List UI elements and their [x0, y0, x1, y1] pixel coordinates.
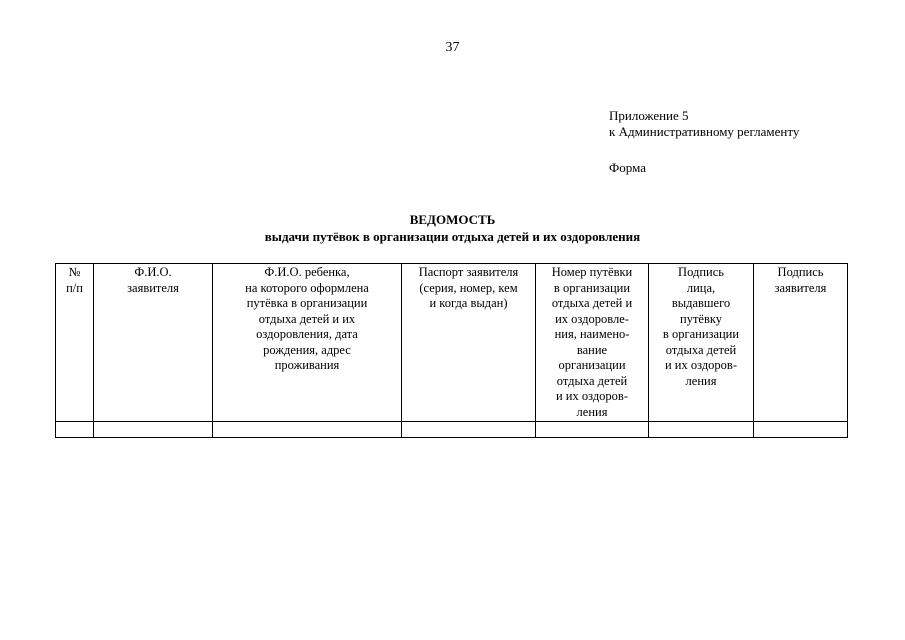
table-cell: [402, 422, 536, 438]
column-header-child-info: [213, 264, 402, 422]
column-header-label: Паспорт заявителя (серия, номер, кем и когда выдан): [418, 265, 519, 310]
column-header-voucher-number: [536, 264, 649, 422]
column-header-applicant-name: [94, 264, 213, 422]
column-header-label: Подпись заявителя: [774, 265, 827, 295]
table-cell: [56, 422, 94, 438]
page-number: 37: [445, 40, 460, 55]
table-cell: [754, 422, 848, 438]
form-label: Форма: [609, 160, 646, 175]
document-title: ВЕДОМОСТЬ: [409, 212, 496, 227]
column-header-applicant-signature: [754, 264, 848, 422]
table-cell: [94, 422, 213, 438]
table-cell: [536, 422, 649, 438]
document-subtitle: выдачи путёвок в организации отдыха детей и их оздоровления: [264, 229, 641, 244]
appendix-reference: [609, 108, 799, 140]
table-header-row: [56, 264, 848, 422]
appendix-line-2: к Административному регламенту: [609, 124, 800, 139]
column-header-label: Ф.И.О. ребенка, на которого оформлена путёвка в организации отдыха детей и их оздоровления, дата рождения, адрес проживания: [245, 265, 369, 372]
table-cell: [213, 422, 402, 438]
column-header-label: № п/п: [66, 265, 83, 295]
appendix-line-1: Приложение 5: [609, 108, 689, 123]
column-header-issuer-signature: [649, 264, 754, 422]
column-header-label: Номер путёвки в организации отдыха детей и их оздоровле- ния, наимено- вание организации отдыха детей и их оздоров- ления: [551, 265, 633, 419]
column-header-label: Ф.И.О. заявителя: [127, 265, 179, 295]
column-header-passport: [402, 264, 536, 422]
table-row: [56, 422, 848, 438]
register-table: [55, 263, 848, 438]
column-header-label: Подпись лица, выдавшего путёвку в организации отдыха детей и их оздоров- ления: [662, 265, 740, 388]
table-cell: [649, 422, 754, 438]
column-header-number: [56, 264, 94, 422]
